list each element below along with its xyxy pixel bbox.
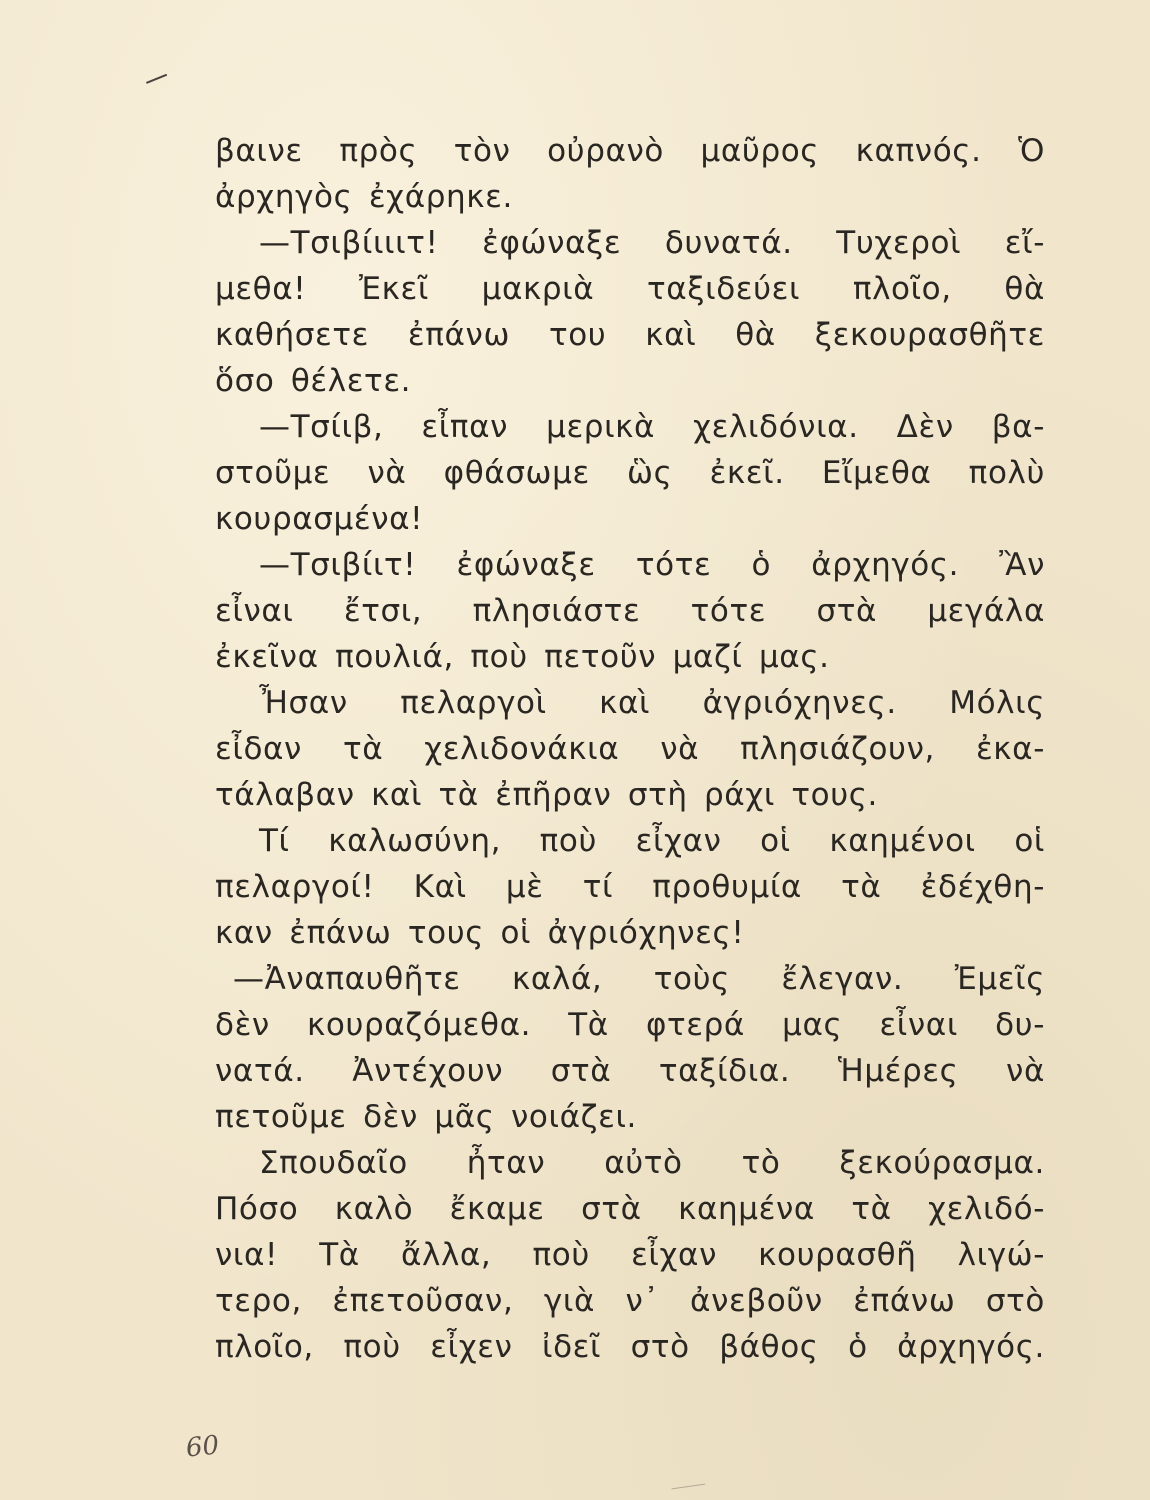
text-line: —Ἀναπαυθῆτε καλά, τοὺς ἔλεγαν. Ἐμεῖς <box>233 961 1045 997</box>
text-line: πλοῖο, ποὺ εἶχεν ἰδεῖ στὸ βάθος ὁ ἀρχηγός. <box>215 1329 1045 1365</box>
text-line: —Τσιβίιτ! ἐφώναξε τότε ὁ ἀρχηγός. Ἂν <box>259 547 1045 583</box>
text-line: νια! Τὰ ἄλλα, ποὺ εἶχαν κουρασθῆ λιγώ- <box>215 1237 1045 1273</box>
text-line: ἐκεῖνα πουλιά, ποὺ πετοῦν μαζί μας. <box>215 639 830 675</box>
text-line: —Τσιβίιιιτ! ἐφώναξε δυνατά. Τυχεροὶ εἴ- <box>259 225 1045 261</box>
text-line: Ἦσαν πελαργοὶ καὶ ἀγριόχηνες. Μόλις <box>259 685 1045 721</box>
body-text <box>215 128 1045 1370</box>
text-line: καν ἐπάνω τους οἱ ἀγριόχηνες! <box>215 915 745 951</box>
text-line: —Τσίιβ, εἶπαν μερικὰ χελιδόνια. Δὲν βα- <box>259 409 1045 445</box>
pencil-mark <box>146 74 171 93</box>
text-line: κουρασμένα! <box>215 501 424 537</box>
text-line: ἀρχηγὸς ἐχάρηκε. <box>215 179 513 215</box>
text-line: καθήσετε ἐπάνω του καὶ θὰ ξεκουρασθῆτε <box>215 317 1045 353</box>
text-line: βαινε πρὸς τὸν οὐρανὸ μαῦρος καπνός. Ὁ <box>215 133 1045 169</box>
text-line: Τί καλωσύνη, ποὺ εἶχαν οἱ καημένοι οἱ <box>259 823 1045 859</box>
pencil-mark <box>672 1484 707 1498</box>
text-line: εἶναι ἔτσι, πλησιάστε τότε στὰ μεγάλα <box>215 593 1045 629</box>
text-line: δὲν κουραζόμεθα. Τὰ φτερά μας εἶναι δυ- <box>215 1007 1045 1043</box>
text-line: νατά. Ἀντέχουν στὰ ταξίδια. Ἡμέρες νὰ <box>215 1053 1045 1089</box>
text-line: Πόσο καλὸ ἔκαμε στὰ καημένα τὰ χελιδό- <box>215 1191 1045 1227</box>
text-line: στοῦμε νὰ φθάσωμε ὣς ἐκεῖ. Εἴμεθα πολὺ <box>215 455 1045 491</box>
page-number: 60 <box>184 1430 221 1464</box>
text-line: τάλαβαν καὶ τὰ ἐπῆραν στὴ ράχι τους. <box>215 777 879 813</box>
text-line: πετοῦμε δὲν μᾶς νοιάζει. <box>215 1099 637 1135</box>
text-line: τερο, ἐπετοῦσαν, γιὰ ν᾽ ἀνεβοῦν ἐπάνω στὸ <box>215 1283 1045 1319</box>
text-line: ὅσο θέλετε. <box>215 363 412 399</box>
text-line: Σπουδαῖο ἦταν αὐτὸ τὸ ξεκούρασμα. <box>259 1145 1045 1181</box>
text-line: πελαργοί! Καὶ μὲ τί προθυμία τὰ ἐδέχθη- <box>215 869 1045 905</box>
text-line: μεθα! Ἐκεῖ μακριὰ ταξιδεύει πλοῖο, θὰ <box>215 271 1045 307</box>
text-line: εἶδαν τὰ χελιδονάκια νὰ πλησιάζουν, ἐκα- <box>215 731 1045 767</box>
